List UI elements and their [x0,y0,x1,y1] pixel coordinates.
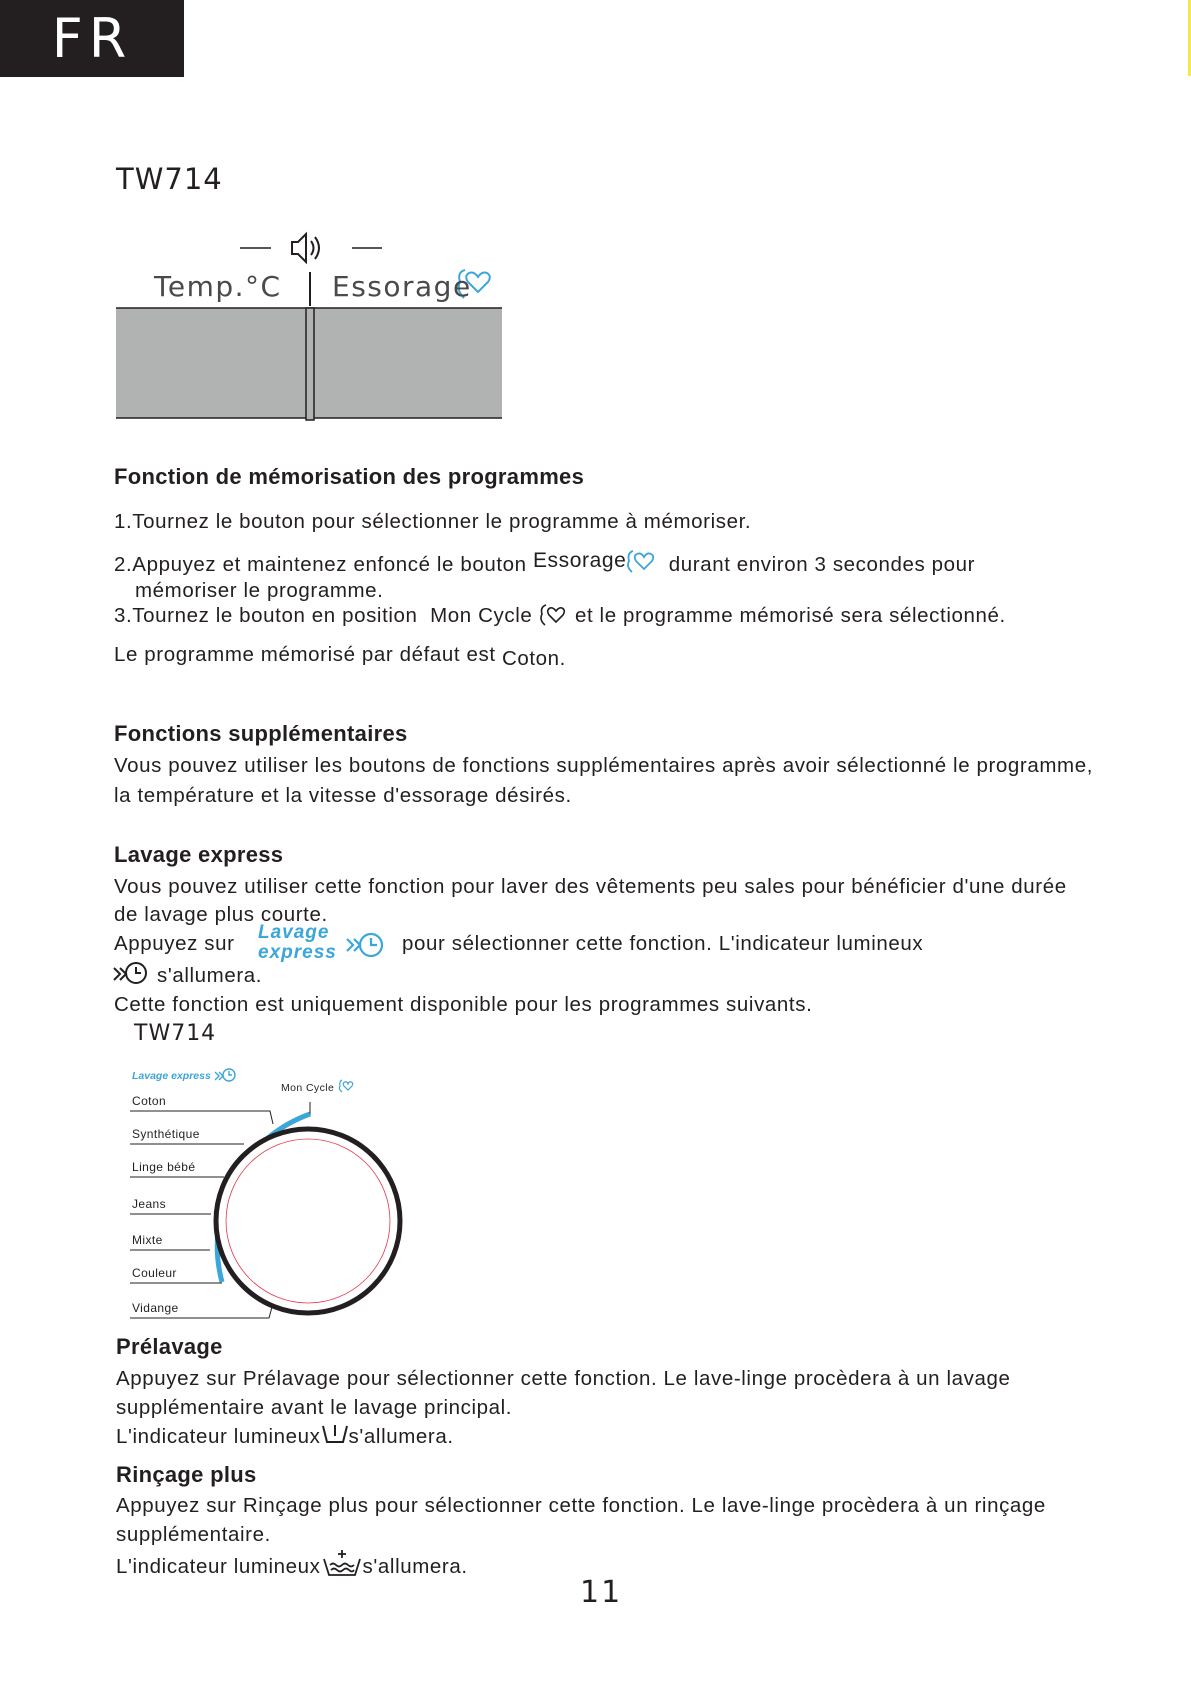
prewash-light-text-b: s'allumera. [348,1425,454,1448]
model-title: TW714 [116,162,223,196]
rinse-light-text-a: L'indicateur lumineux [116,1555,321,1578]
memo-step-3-text-a: 3.Tournez le bouton en position [114,604,418,627]
express-button-line-1: Lavage [258,922,330,943]
express-clock-icon [343,928,387,962]
dial-legend-text: Lavage express [132,1070,211,1082]
express-line-2: de lavage plus courte. [114,903,328,926]
express-press-text-b: pour sélectionner cette fonction. L'indicateur lumineux [402,932,924,955]
express-button-label [258,923,337,963]
spin-label: Essorage [332,270,472,303]
express-available: Cette fonction est uniquement disponible pour les programmes suivants. [114,993,813,1016]
prewash-tub-icon [321,1422,349,1446]
memo-step-1: 1.Tournez le bouton pour sélectionner le programme à mémoriser. [114,510,752,533]
extra-line-2: la température et la vitesse d'essorage désirés. [114,784,572,807]
dial-program-4: Jeans [132,1197,167,1211]
prewash-light-text-a: L'indicateur lumineux [116,1425,321,1448]
dial-model-title: TW714 [134,1021,217,1046]
rinse-plus-icon [321,1549,363,1577]
mon-cycle-inline: Mon Cycle [430,604,533,627]
rinse-line-2: supplémentaire. [116,1523,271,1546]
memo-step-3-text-b: et le programme mémorisé sera sélectionné. [574,604,1006,627]
prewash-line-1: Appuyez sur Prélavage pour sélectionner cette fonction. Le lave-linge procèdera à un lavage [116,1367,1011,1390]
memo-step-2 [114,547,975,579]
dial-program-1: Coton [132,1094,167,1108]
section-title-rinse: Rinçage plus [116,1462,257,1487]
rinse-light-text-b: s'allumera. [362,1555,468,1578]
express-light-text: s'allumera. [157,964,263,987]
dial-program-3: Linge bébé [132,1160,196,1174]
prewash-light [116,1422,454,1451]
memo-step-2-text-b: durant environ 3 secondes pour [668,553,976,576]
section-title-extra: Fonctions supplémentaires [114,721,408,746]
dial-program-2: Synthétique [132,1127,200,1141]
panel-graphic [112,224,507,424]
essorage-inline: Essorage [532,549,627,572]
rinse-line-1: Appuyez sur Rinçage plus pour sélectionner cette fonction. Le lave-linge procèdera à un rinçage [116,1494,1046,1517]
memo-step-2-cont: mémoriser le programme. [135,579,384,602]
dial-program-7: Vidange [132,1301,179,1315]
memo-default [114,640,566,669]
temp-label: Temp.°C [154,270,282,303]
heart-icon [539,602,569,628]
extra-line-1: Vous pouvez utiliser les boutons de fonctions supplémentaires après avoir sélectionné le programme, [114,754,1093,777]
dial-program-5: Mixte [132,1233,163,1247]
section-title-express: Lavage express [114,842,284,867]
express-clock-icon [214,1067,236,1083]
dial-legend [132,1067,236,1083]
speaker-icon [292,234,319,262]
express-press-text-a: Appuyez sur [114,932,235,955]
dial-top-label-text: Mon Cycle [281,1082,335,1094]
page-number: 11 [580,1575,623,1610]
rinse-light [116,1549,468,1581]
express-button-line-2: express [258,942,337,963]
memo-default-value: Coton. [501,647,566,670]
express-clock-icon [112,958,150,988]
dial-outer-ring [216,1129,400,1313]
language-tab: FR [0,0,184,77]
heart-icon [626,547,662,575]
section-title-prewash: Prélavage [116,1334,223,1359]
memo-default-text: Le programme mémorisé par défaut est [114,643,496,666]
memo-step-2-text-a: 2.Appuyez et maintenez enfoncé le bouton [114,553,527,576]
dial-program-6: Couleur [132,1266,177,1280]
memo-step-3 [114,601,1006,630]
control-panel-illustration [112,224,507,424]
express-line-1: Vous pouvez utiliser cette fonction pour laver des vêtements peu sales pour bénéficier d'une durée [114,875,1067,898]
section-title-memo: Fonction de mémorisation des programmes [114,464,585,489]
prewash-line-2: supplémentaire avant le lavage principal. [116,1396,513,1419]
